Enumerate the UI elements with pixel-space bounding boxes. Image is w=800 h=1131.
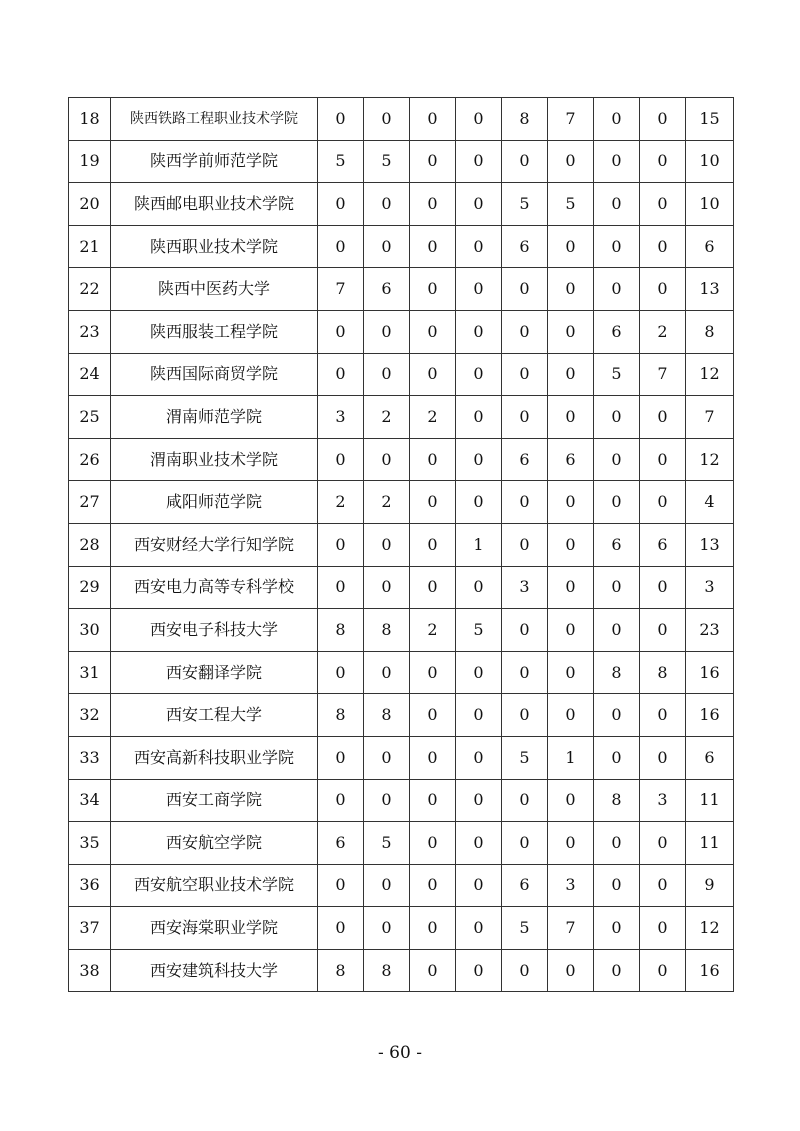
value-cell: 0	[502, 140, 548, 183]
value-cell: 0	[364, 523, 410, 566]
value-cell: 0	[594, 566, 640, 609]
value-cell: 0	[640, 396, 686, 439]
value-cell: 2	[640, 310, 686, 353]
value-cell: 0	[456, 310, 502, 353]
table-row	[69, 694, 734, 737]
value-cell: 1	[456, 523, 502, 566]
value-cell: 0	[502, 609, 548, 652]
value-cell: 0	[502, 651, 548, 694]
institution-name: 陕西邮电职业技术学院	[111, 183, 318, 226]
value-cell: 0	[410, 651, 456, 694]
total-cell: 9	[686, 864, 734, 907]
row-index: 32	[69, 694, 111, 737]
institution-name: 陕西职业技术学院	[111, 225, 318, 268]
value-cell: 0	[364, 779, 410, 822]
value-cell: 0	[548, 651, 594, 694]
value-cell: 0	[640, 438, 686, 481]
value-cell: 0	[548, 694, 594, 737]
value-cell: 0	[594, 268, 640, 311]
value-cell: 0	[594, 694, 640, 737]
value-cell: 0	[410, 779, 456, 822]
value-cell: 8	[502, 98, 548, 141]
institution-name: 咸阳师范学院	[111, 481, 318, 524]
value-cell: 8	[318, 609, 364, 652]
value-cell: 0	[548, 949, 594, 992]
value-cell: 0	[594, 481, 640, 524]
row-index: 33	[69, 736, 111, 779]
value-cell: 7	[548, 98, 594, 141]
value-cell: 0	[456, 353, 502, 396]
value-cell: 0	[594, 225, 640, 268]
value-cell: 5	[502, 183, 548, 226]
value-cell: 0	[594, 396, 640, 439]
institution-name: 渭南师范学院	[111, 396, 318, 439]
table-row	[69, 481, 734, 524]
row-index: 18	[69, 98, 111, 141]
value-cell: 2	[410, 609, 456, 652]
row-index: 22	[69, 268, 111, 311]
value-cell: 0	[364, 566, 410, 609]
table-row	[69, 183, 734, 226]
page-number: - 60 -	[378, 1043, 422, 1063]
value-cell: 0	[456, 907, 502, 950]
value-cell: 0	[318, 864, 364, 907]
value-cell: 0	[502, 268, 548, 311]
total-cell: 6	[686, 736, 734, 779]
value-cell: 0	[594, 949, 640, 992]
value-cell: 0	[502, 353, 548, 396]
value-cell: 5	[318, 140, 364, 183]
value-cell: 2	[410, 396, 456, 439]
institution-name: 陕西中医药大学	[111, 268, 318, 311]
value-cell: 0	[502, 694, 548, 737]
value-cell: 0	[364, 353, 410, 396]
value-cell: 8	[364, 609, 410, 652]
value-cell: 0	[364, 736, 410, 779]
value-cell: 0	[456, 566, 502, 609]
institution-name: 西安高新科技职业学院	[111, 736, 318, 779]
value-cell: 8	[364, 694, 410, 737]
value-cell: 0	[548, 140, 594, 183]
row-index: 38	[69, 949, 111, 992]
value-cell: 0	[318, 651, 364, 694]
value-cell: 7	[318, 268, 364, 311]
value-cell: 3	[318, 396, 364, 439]
table-row	[69, 949, 734, 992]
value-cell: 2	[364, 396, 410, 439]
table-row	[69, 140, 734, 183]
value-cell: 0	[640, 268, 686, 311]
value-cell: 0	[410, 98, 456, 141]
value-cell: 0	[410, 907, 456, 950]
row-index: 34	[69, 779, 111, 822]
value-cell: 0	[364, 310, 410, 353]
row-index: 29	[69, 566, 111, 609]
row-index: 27	[69, 481, 111, 524]
value-cell: 0	[456, 183, 502, 226]
value-cell: 0	[410, 822, 456, 865]
value-cell: 6	[502, 864, 548, 907]
value-cell: 0	[364, 864, 410, 907]
value-cell: 0	[594, 864, 640, 907]
value-cell: 0	[502, 481, 548, 524]
value-cell: 0	[456, 736, 502, 779]
value-cell: 5	[456, 609, 502, 652]
value-cell: 0	[548, 268, 594, 311]
value-cell: 0	[318, 438, 364, 481]
value-cell: 0	[594, 438, 640, 481]
row-index: 23	[69, 310, 111, 353]
value-cell: 5	[502, 907, 548, 950]
table-row	[69, 566, 734, 609]
value-cell: 6	[594, 310, 640, 353]
table-row	[69, 310, 734, 353]
value-cell: 0	[594, 140, 640, 183]
value-cell: 0	[456, 225, 502, 268]
value-cell: 0	[456, 140, 502, 183]
value-cell: 2	[364, 481, 410, 524]
value-cell: 0	[410, 183, 456, 226]
total-cell: 4	[686, 481, 734, 524]
total-cell: 16	[686, 694, 734, 737]
value-cell: 7	[548, 907, 594, 950]
institution-name: 西安海棠职业学院	[111, 907, 318, 950]
value-cell: 0	[410, 310, 456, 353]
value-cell: 0	[640, 183, 686, 226]
value-cell: 0	[410, 481, 456, 524]
total-cell: 16	[686, 651, 734, 694]
institution-name: 西安建筑科技大学	[111, 949, 318, 992]
value-cell: 8	[318, 694, 364, 737]
institution-name: 陕西国际商贸学院	[111, 353, 318, 396]
value-cell: 0	[318, 566, 364, 609]
table-row	[69, 736, 734, 779]
value-cell: 0	[640, 736, 686, 779]
total-cell: 12	[686, 438, 734, 481]
institution-name: 陕西服装工程学院	[111, 310, 318, 353]
value-cell: 0	[502, 822, 548, 865]
value-cell: 0	[318, 523, 364, 566]
value-cell: 3	[640, 779, 686, 822]
institution-name: 陕西铁路工程职业技术学院	[111, 98, 318, 141]
value-cell: 0	[456, 98, 502, 141]
value-cell: 8	[640, 651, 686, 694]
row-index: 25	[69, 396, 111, 439]
row-index: 36	[69, 864, 111, 907]
value-cell: 1	[548, 736, 594, 779]
value-cell: 0	[318, 736, 364, 779]
value-cell: 0	[640, 566, 686, 609]
value-cell: 0	[456, 268, 502, 311]
value-cell: 0	[640, 609, 686, 652]
value-cell: 0	[456, 481, 502, 524]
value-cell: 3	[502, 566, 548, 609]
total-cell: 3	[686, 566, 734, 609]
value-cell: 0	[502, 396, 548, 439]
total-cell: 15	[686, 98, 734, 141]
value-cell: 0	[318, 907, 364, 950]
value-cell: 6	[364, 268, 410, 311]
value-cell: 0	[410, 225, 456, 268]
table-row	[69, 353, 734, 396]
value-cell: 6	[502, 438, 548, 481]
allocation-table	[68, 97, 734, 992]
row-index: 20	[69, 183, 111, 226]
value-cell: 0	[594, 609, 640, 652]
row-index: 19	[69, 140, 111, 183]
value-cell: 0	[548, 225, 594, 268]
value-cell: 0	[318, 779, 364, 822]
value-cell: 5	[364, 822, 410, 865]
value-cell: 0	[318, 310, 364, 353]
value-cell: 7	[640, 353, 686, 396]
value-cell: 0	[548, 353, 594, 396]
value-cell: 0	[364, 98, 410, 141]
table-row	[69, 651, 734, 694]
table-body	[69, 98, 734, 992]
value-cell: 0	[548, 779, 594, 822]
value-cell: 6	[548, 438, 594, 481]
total-cell: 10	[686, 183, 734, 226]
value-cell: 0	[594, 822, 640, 865]
value-cell: 5	[548, 183, 594, 226]
value-cell: 0	[410, 268, 456, 311]
value-cell: 0	[364, 225, 410, 268]
value-cell: 0	[548, 396, 594, 439]
value-cell: 0	[502, 779, 548, 822]
value-cell: 0	[410, 694, 456, 737]
value-cell: 0	[502, 310, 548, 353]
value-cell: 0	[318, 225, 364, 268]
value-cell: 2	[318, 481, 364, 524]
table-row	[69, 98, 734, 141]
value-cell: 0	[640, 949, 686, 992]
value-cell: 0	[640, 481, 686, 524]
institution-name: 西安航空职业技术学院	[111, 864, 318, 907]
value-cell: 0	[456, 694, 502, 737]
value-cell: 0	[364, 651, 410, 694]
institution-name: 西安翻译学院	[111, 651, 318, 694]
value-cell: 6	[594, 523, 640, 566]
value-cell: 0	[318, 183, 364, 226]
value-cell: 0	[640, 225, 686, 268]
value-cell: 0	[364, 907, 410, 950]
institution-name: 陕西学前师范学院	[111, 140, 318, 183]
value-cell: 8	[594, 779, 640, 822]
total-cell: 13	[686, 268, 734, 311]
table-row	[69, 779, 734, 822]
value-cell: 0	[594, 98, 640, 141]
value-cell: 0	[548, 310, 594, 353]
value-cell: 0	[548, 822, 594, 865]
value-cell: 0	[640, 822, 686, 865]
total-cell: 7	[686, 396, 734, 439]
value-cell: 5	[502, 736, 548, 779]
value-cell: 6	[502, 225, 548, 268]
table-row	[69, 225, 734, 268]
institution-name: 西安电子科技大学	[111, 609, 318, 652]
table-row	[69, 907, 734, 950]
value-cell: 0	[318, 98, 364, 141]
value-cell: 0	[548, 481, 594, 524]
value-cell: 0	[364, 438, 410, 481]
value-cell: 8	[364, 949, 410, 992]
value-cell: 8	[318, 949, 364, 992]
value-cell: 0	[456, 779, 502, 822]
row-index: 26	[69, 438, 111, 481]
row-index: 24	[69, 353, 111, 396]
value-cell: 0	[640, 98, 686, 141]
total-cell: 8	[686, 310, 734, 353]
row-index: 28	[69, 523, 111, 566]
value-cell: 0	[410, 566, 456, 609]
table-row	[69, 396, 734, 439]
value-cell: 0	[410, 949, 456, 992]
value-cell: 0	[640, 907, 686, 950]
value-cell: 6	[640, 523, 686, 566]
value-cell: 6	[318, 822, 364, 865]
value-cell: 0	[456, 949, 502, 992]
value-cell: 0	[640, 694, 686, 737]
value-cell: 5	[364, 140, 410, 183]
total-cell: 16	[686, 949, 734, 992]
value-cell: 0	[410, 438, 456, 481]
value-cell: 0	[594, 736, 640, 779]
total-cell: 13	[686, 523, 734, 566]
total-cell: 11	[686, 779, 734, 822]
value-cell: 0	[410, 523, 456, 566]
row-index: 37	[69, 907, 111, 950]
total-cell: 12	[686, 353, 734, 396]
value-cell: 0	[594, 907, 640, 950]
table-row	[69, 268, 734, 311]
value-cell: 0	[502, 523, 548, 566]
value-cell: 0	[410, 864, 456, 907]
value-cell: 0	[410, 140, 456, 183]
row-index: 31	[69, 651, 111, 694]
value-cell: 0	[456, 651, 502, 694]
value-cell: 0	[364, 183, 410, 226]
value-cell: 0	[456, 438, 502, 481]
value-cell: 0	[548, 523, 594, 566]
value-cell: 0	[318, 353, 364, 396]
value-cell: 0	[502, 949, 548, 992]
value-cell: 0	[456, 864, 502, 907]
table-row	[69, 609, 734, 652]
total-cell: 23	[686, 609, 734, 652]
table-row	[69, 864, 734, 907]
row-index: 21	[69, 225, 111, 268]
value-cell: 0	[456, 396, 502, 439]
total-cell: 6	[686, 225, 734, 268]
value-cell: 3	[548, 864, 594, 907]
value-cell: 0	[640, 864, 686, 907]
institution-name: 西安工商学院	[111, 779, 318, 822]
value-cell: 5	[594, 353, 640, 396]
value-cell: 8	[594, 651, 640, 694]
institution-name: 西安财经大学行知学院	[111, 523, 318, 566]
row-index: 35	[69, 822, 111, 865]
value-cell: 0	[456, 822, 502, 865]
table-row	[69, 523, 734, 566]
allocation-table-container	[68, 97, 731, 992]
institution-name: 西安航空学院	[111, 822, 318, 865]
table-row	[69, 438, 734, 481]
value-cell: 0	[594, 183, 640, 226]
institution-name: 渭南职业技术学院	[111, 438, 318, 481]
value-cell: 0	[640, 140, 686, 183]
total-cell: 11	[686, 822, 734, 865]
value-cell: 0	[548, 609, 594, 652]
row-index: 30	[69, 609, 111, 652]
total-cell: 12	[686, 907, 734, 950]
value-cell: 0	[410, 736, 456, 779]
value-cell: 0	[548, 566, 594, 609]
value-cell: 0	[410, 353, 456, 396]
institution-name: 西安工程大学	[111, 694, 318, 737]
total-cell: 10	[686, 140, 734, 183]
institution-name: 西安电力高等专科学校	[111, 566, 318, 609]
table-row	[69, 822, 734, 865]
